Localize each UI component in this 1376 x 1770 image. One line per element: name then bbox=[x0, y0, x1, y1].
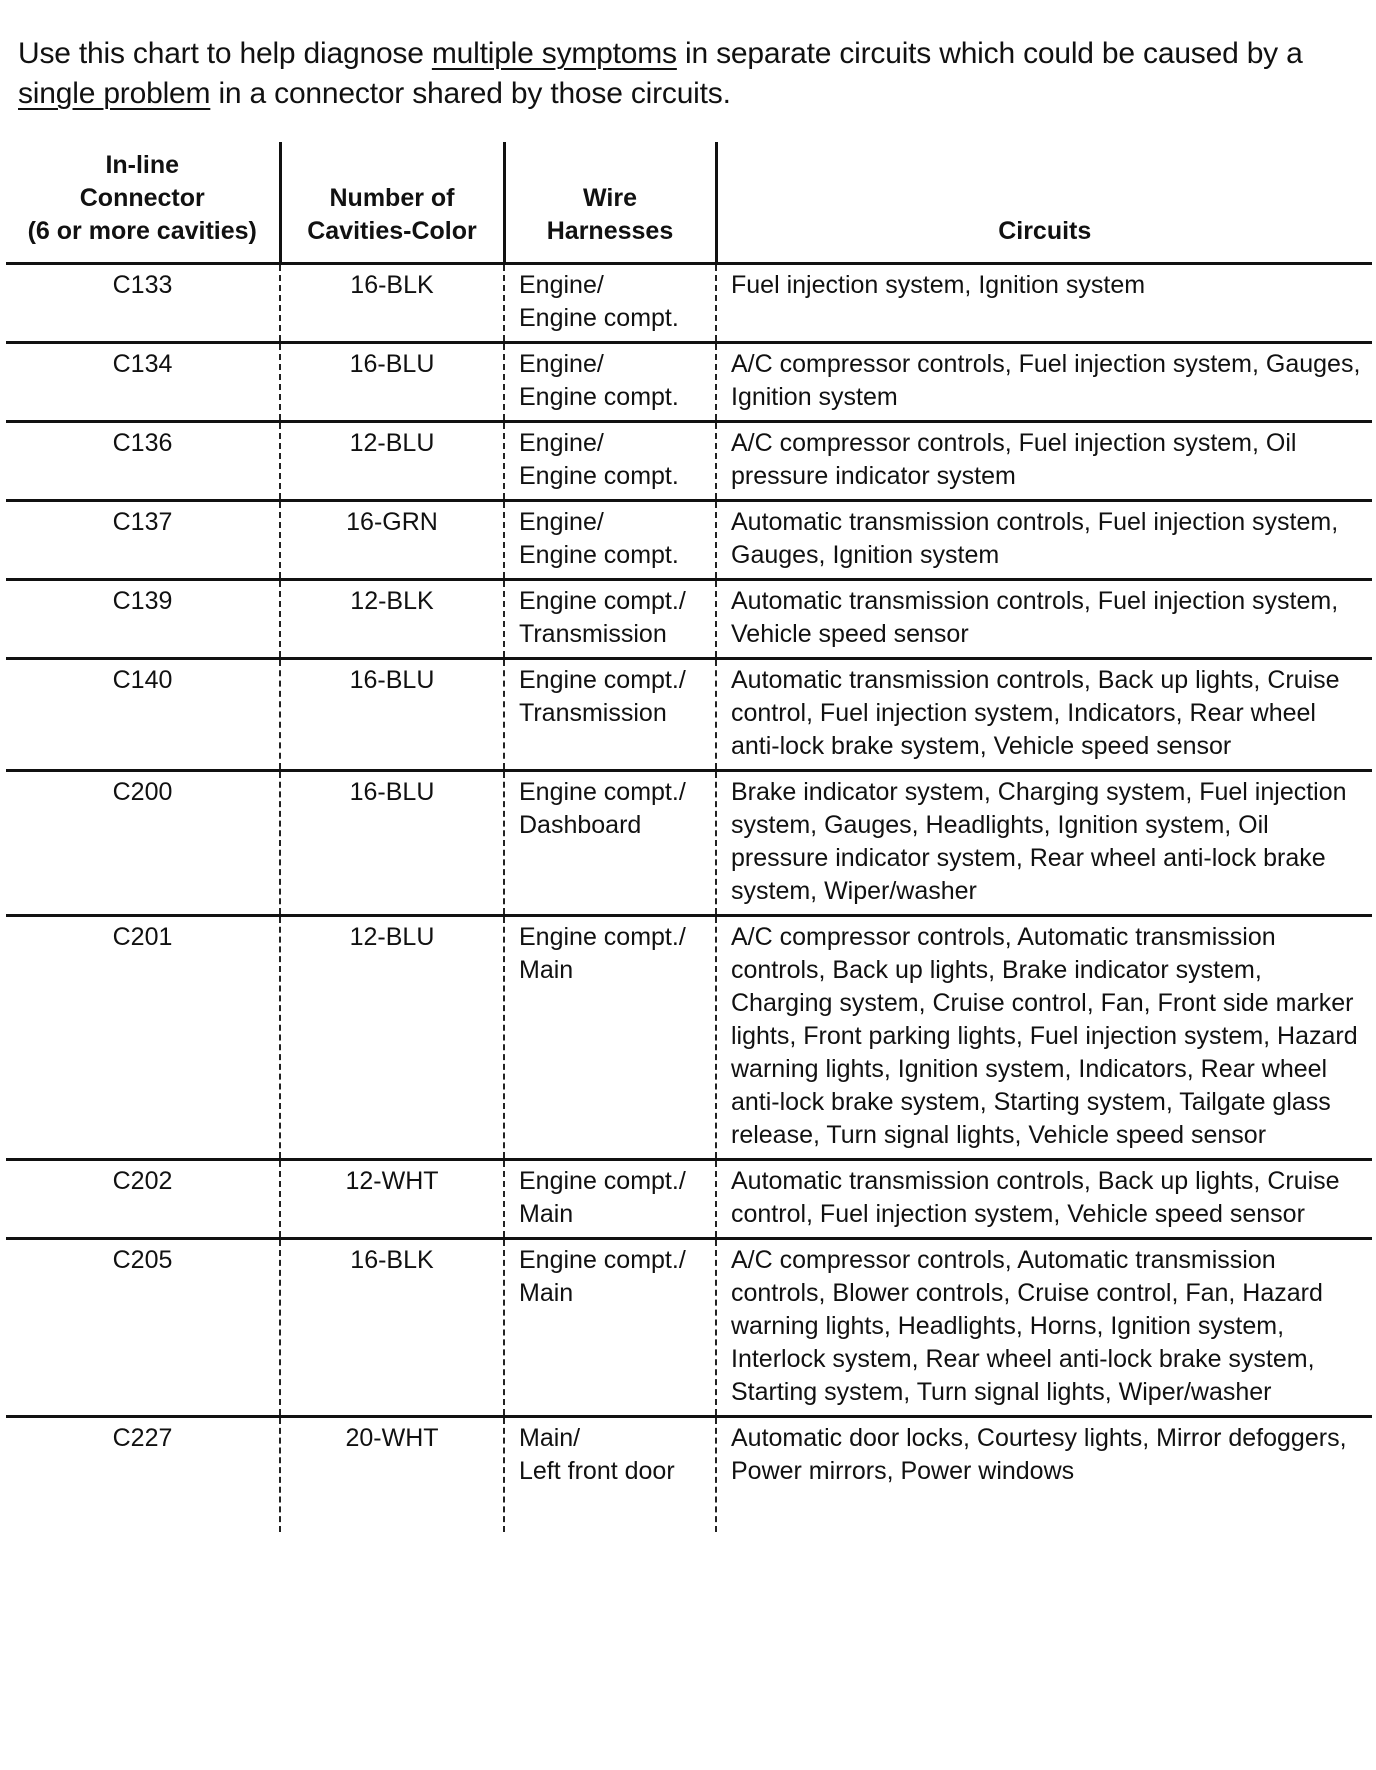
intro-text-3: in a connector shared by those circuits. bbox=[210, 77, 731, 110]
connector-id: C134 bbox=[6, 343, 280, 422]
circuits-list: A/C compressor controls, Fuel injection system, Oil pressure indicator system bbox=[716, 422, 1372, 501]
connector-id: C227 bbox=[112, 1424, 173, 1452]
harness-line: Engine compt./ bbox=[519, 587, 686, 615]
intro-emphasis-single-problem: single problem bbox=[18, 77, 211, 110]
wire-harness bbox=[504, 1239, 716, 1417]
table-header-row bbox=[6, 142, 1372, 264]
connector-id: C201 bbox=[6, 916, 280, 1160]
wire-harness bbox=[504, 916, 716, 1160]
harness-line: Main bbox=[519, 1200, 574, 1228]
wire-harness bbox=[504, 264, 716, 343]
cavities-color: 16-BLK bbox=[280, 264, 504, 343]
intro-text-2: in separate circuits which could be caused by a bbox=[676, 37, 1303, 70]
header-harnesses-line: Wire bbox=[583, 184, 637, 212]
cavities-color: 16-BLU bbox=[280, 771, 504, 916]
harness-line: Engine/ bbox=[519, 508, 604, 536]
chart-instructions bbox=[18, 34, 1368, 114]
harness-line: Left front door bbox=[519, 1457, 675, 1485]
table-row bbox=[6, 501, 1372, 580]
header-circuits-line: Circuits bbox=[998, 217, 1092, 245]
connector-id: C133 bbox=[6, 264, 280, 343]
connector-id: C136 bbox=[6, 422, 280, 501]
cavities-color: 16-BLK bbox=[280, 1239, 504, 1417]
wire-harness bbox=[504, 1417, 716, 1533]
intro-text-1: Use this chart to help diagnose bbox=[18, 37, 432, 70]
circuits-list: A/C compressor controls, Automatic transmission controls, Blower controls, Cruise control, Fan, Hazard warning lights, Headlights, Horns, Ignition system, Interlock system, Rear wheel anti-lock brake system, Starting system, Turn signal lights, Wiper/washer bbox=[716, 1239, 1372, 1417]
harness-line: Engine/ bbox=[519, 350, 604, 378]
table-row bbox=[6, 771, 1372, 916]
table-row bbox=[6, 659, 1372, 771]
connector-id: C202 bbox=[6, 1160, 280, 1239]
harness-line: Engine compt. bbox=[519, 304, 679, 332]
circuits-list: Automatic transmission controls, Fuel injection system, Gauges, Ignition system bbox=[716, 501, 1372, 580]
table-row bbox=[6, 916, 1372, 1160]
circuits-list: Automatic door locks, Courtesy lights, Mirror defoggers, Power mirrors, Power windows bbox=[716, 1417, 1372, 1533]
cavities-color: 12-BLU bbox=[280, 422, 504, 501]
cavities-color: 16-BLU bbox=[280, 343, 504, 422]
connector-id: C139 bbox=[6, 580, 280, 659]
header-harnesses-line: Harnesses bbox=[546, 217, 674, 245]
table-row bbox=[6, 343, 1372, 422]
header-connector-line: (6 or more cavities) bbox=[27, 217, 257, 245]
table-row bbox=[6, 264, 1372, 343]
harness-line: Transmission bbox=[519, 699, 667, 727]
header-connector-line: In-line bbox=[105, 151, 180, 179]
harness-line: Engine compt./ bbox=[519, 778, 686, 806]
harness-line: Engine compt. bbox=[519, 541, 679, 569]
wire-harness bbox=[504, 1160, 716, 1239]
harness-line: Main bbox=[519, 1279, 574, 1307]
header-connector-line: Connector bbox=[79, 184, 205, 212]
harness-line: Engine compt./ bbox=[519, 666, 686, 694]
header-circuits bbox=[716, 142, 1372, 264]
harness-line: Engine compt./ bbox=[519, 1246, 686, 1274]
harness-line: Engine/ bbox=[519, 429, 604, 457]
connector-chart-table bbox=[6, 142, 1372, 1532]
wire-harness bbox=[504, 771, 716, 916]
header-cavities-line: Number of bbox=[329, 184, 455, 212]
cavities-color: 20-WHT bbox=[280, 1417, 504, 1533]
header-cavities-line: Cavities-Color bbox=[307, 217, 477, 245]
wire-harness bbox=[504, 501, 716, 580]
circuits-list: Automatic transmission controls, Fuel injection system, Vehicle speed sensor bbox=[716, 580, 1372, 659]
harness-line: Engine compt. bbox=[519, 383, 679, 411]
table-row bbox=[6, 1239, 1372, 1417]
wire-harness bbox=[504, 343, 716, 422]
cavities-color: 12-BLU bbox=[280, 916, 504, 1160]
connector-id: C137 bbox=[6, 501, 280, 580]
harness-line: Engine/ bbox=[519, 271, 604, 299]
circuits-list: A/C compressor controls, Fuel injection system, Gauges, Ignition system bbox=[716, 343, 1372, 422]
circuits-list: A/C compressor controls, Automatic transmission controls, Back up lights, Brake indicator system, Charging system, Cruise control, Fan, Front side marker lights, Front parking lights, Fuel injection system, Hazard warning lights, Ignition system, Indicators, Rear wheel anti-lock brake system, Starting system, Tailgate glass release, Turn signal lights, Vehicle speed sensor bbox=[716, 916, 1372, 1160]
connector-id: C205 bbox=[6, 1239, 280, 1417]
cavities-color: 16-GRN bbox=[280, 501, 504, 580]
intro-emphasis-multiple-symptoms: multiple symptoms bbox=[431, 37, 677, 70]
table-row bbox=[6, 580, 1372, 659]
cavities-color: 12-BLK bbox=[280, 580, 504, 659]
connector-id: C200 bbox=[6, 771, 280, 916]
circuits-list: Fuel injection system, Ignition system bbox=[716, 264, 1372, 343]
table-row bbox=[6, 422, 1372, 501]
circuits-list: Automatic transmission controls, Back up lights, Cruise control, Fuel injection system, Indicators, Rear wheel anti-lock brake system, Vehicle speed sensor bbox=[716, 659, 1372, 771]
table-row bbox=[6, 1417, 1372, 1533]
connector-id: C140 bbox=[6, 659, 280, 771]
harness-line: Engine compt. bbox=[519, 462, 679, 490]
cavities-color: 16-BLU bbox=[280, 659, 504, 771]
cavities-color: 12-WHT bbox=[280, 1160, 504, 1239]
circuits-list: Brake indicator system, Charging system, Fuel injection system, Gauges, Headlights, Ignition system, Oil pressure indicator system, Rear wheel anti-lock brake system, Wiper/washer bbox=[716, 771, 1372, 916]
header-connector bbox=[6, 142, 280, 264]
harness-line: Dashboard bbox=[519, 811, 642, 839]
wire-harness bbox=[504, 580, 716, 659]
table-row bbox=[6, 1160, 1372, 1239]
wire-harness bbox=[504, 422, 716, 501]
harness-line: Transmission bbox=[519, 620, 667, 648]
header-cavities-color bbox=[280, 142, 504, 264]
harness-line: Main bbox=[519, 956, 574, 984]
wire-harness bbox=[504, 659, 716, 771]
harness-line: Main/ bbox=[519, 1424, 581, 1452]
circuits-list: Automatic transmission controls, Back up lights, Cruise control, Fuel injection system, Vehicle speed sensor bbox=[716, 1160, 1372, 1239]
harness-line: Engine compt./ bbox=[519, 1167, 686, 1195]
header-wire-harnesses bbox=[504, 142, 716, 264]
harness-line: Engine compt./ bbox=[519, 923, 686, 951]
